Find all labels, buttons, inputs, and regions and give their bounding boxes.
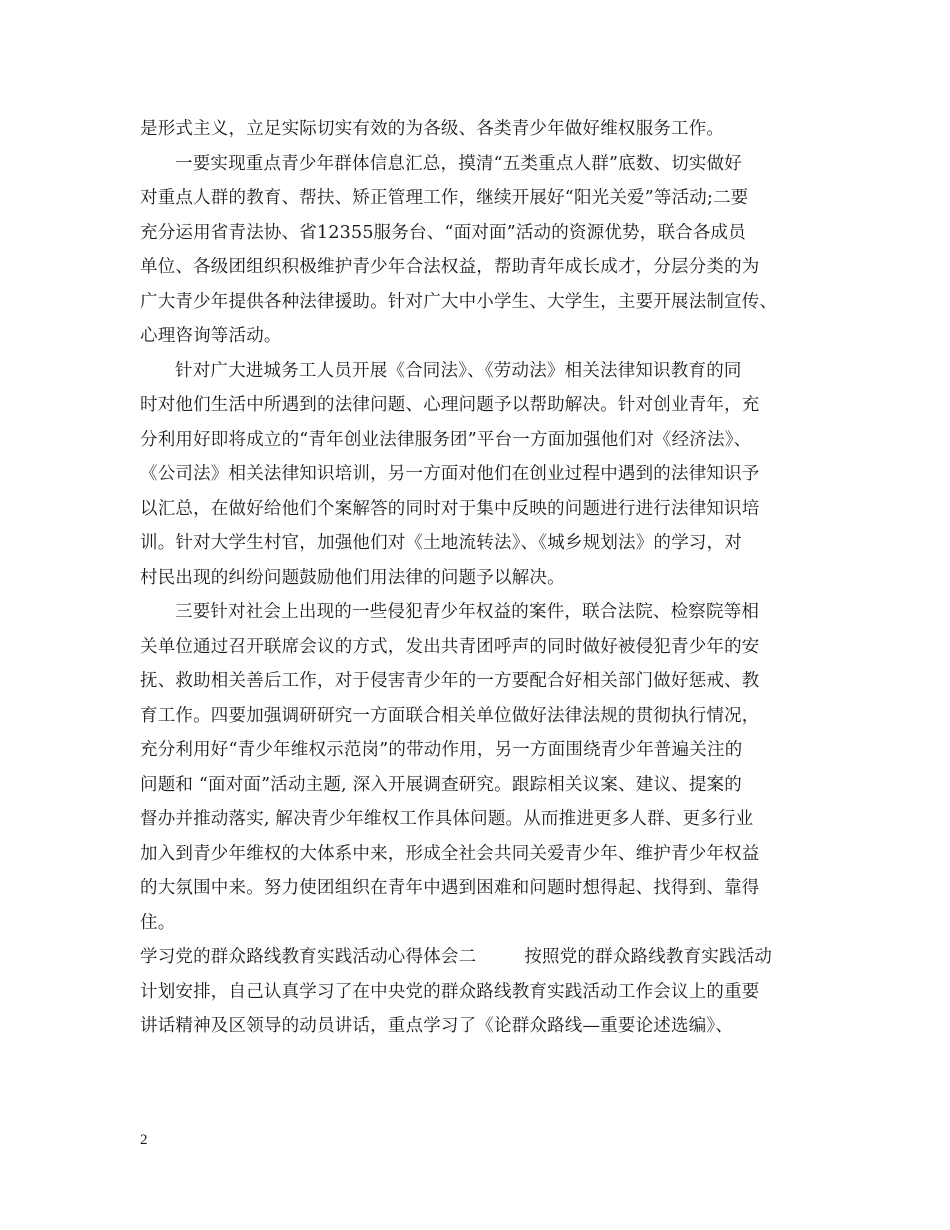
paragraph-line: 《公司法》相关法律知识培训，另一方面对他们在创业过程中遇到的法律知识予	[140, 464, 760, 484]
paragraph-line: 问题和 “面对面”活动主题, 深入开展调查研究。跟踪相关议案、建议、提案的	[140, 774, 742, 795]
paragraph-line: 针对广大进城务工人员开展《合同法》、《劳动法》相关法律知识教育的同	[175, 360, 742, 381]
paragraph-line: 抚、救助相关善后工作，对于侵害青少年的一方要配合好相关部门做好惩戒、教	[140, 671, 760, 691]
paragraph-line: 对重点人群的教育、帮扶、矫正管理工作，继续开展好“阳光关爱”等活动;二要	[140, 188, 749, 208]
paragraph-line: 以汇总，在做好给他们个案解答的同时对于集中反映的问题进行进行法律知识培	[140, 498, 760, 519]
paragraph-line: 充分利用好“青少年维权示范岗”的带动作用，另一方面围绕青少年普遍关注的	[140, 740, 743, 760]
paragraph-line: 关单位通过召开联席会议的方式，发出共青团呼声的同时做好被侵犯青少年的安	[140, 636, 760, 657]
paragraph-line: 三要针对社会上出现的一些侵犯青少年权益的案件，联合法院、检察院等相	[175, 602, 760, 622]
paragraph-line: 讲话精神及区领导的动员讲话，重点学习了《论群众路线—重要论述选编》、	[140, 1016, 734, 1036]
paragraph-line: 单位、各级团组织积极维护青少年合法权益，帮助青年成长成才，分层分类的为	[140, 257, 760, 277]
page-number: 2	[140, 1132, 148, 1148]
section-heading-line	[140, 940, 830, 975]
paragraph-line: 育工作。四要加强调研研究一方面联合相关单位做好法律法规的贯彻执行情况，	[140, 705, 760, 726]
paragraph-line: 加入到青少年维权的大体系中来，形成全社会共同关爱青少年、维护青少年权益	[140, 843, 760, 864]
paragraph-line: 广大青少年提供各种法律援助。针对广大中小学生、大学生，主要开展法制宣传、	[140, 291, 778, 312]
paragraph-line: 住。	[140, 912, 176, 933]
paragraph-line: 训。针对大学生村官，加强他们对《土地流转法》、《城乡规划法》的学习，对	[140, 533, 742, 553]
paragraph-line: 的大氛围中来。努力使团组织在青年中遇到困难和问题时想得起、找得到、靠得	[140, 878, 760, 898]
paragraph-line: 时对他们生活中所遇到的法律问题、心理问题予以帮助解决。针对创业青年，充	[140, 395, 760, 415]
paragraph-line: 一要实现重点青少年群体信息汇总，摸清“五类重点人群”底数、切实做好	[175, 153, 742, 174]
paragraph-line: 督办并推动落实, 解决青少年维权工作具体问题。从而推进更多人群、更多行业	[140, 809, 754, 829]
section-heading: 学习党的群众路线教育实践活动心得体会二	[140, 947, 477, 967]
paragraph-line: 心理咨询等活动。	[140, 326, 282, 346]
paragraph-line: 村民出现的纠纷问题鼓励他们用法律的问题予以解决。	[140, 567, 565, 588]
paragraph-line: 是形式主义，立足实际切实有效的为各级、各类青少年做好维权服务工作。	[140, 119, 725, 139]
paragraph-line: 计划安排，自己认真学习了在中央党的群众路线教育实践活动工作会议上的重要	[140, 981, 760, 1002]
section-heading-continuation: 按照党的群众路线教育实践活动	[524, 947, 773, 967]
document-body	[140, 112, 830, 1044]
paragraph-line: 分利用好即将成立的“青年创业法律服务团”平台一方面加强他们对《经济法》、	[140, 429, 752, 450]
paragraph-line: 充分运用省青法协、省12355服务台、“面对面”活动的资源优势，联合各成员	[140, 222, 746, 243]
